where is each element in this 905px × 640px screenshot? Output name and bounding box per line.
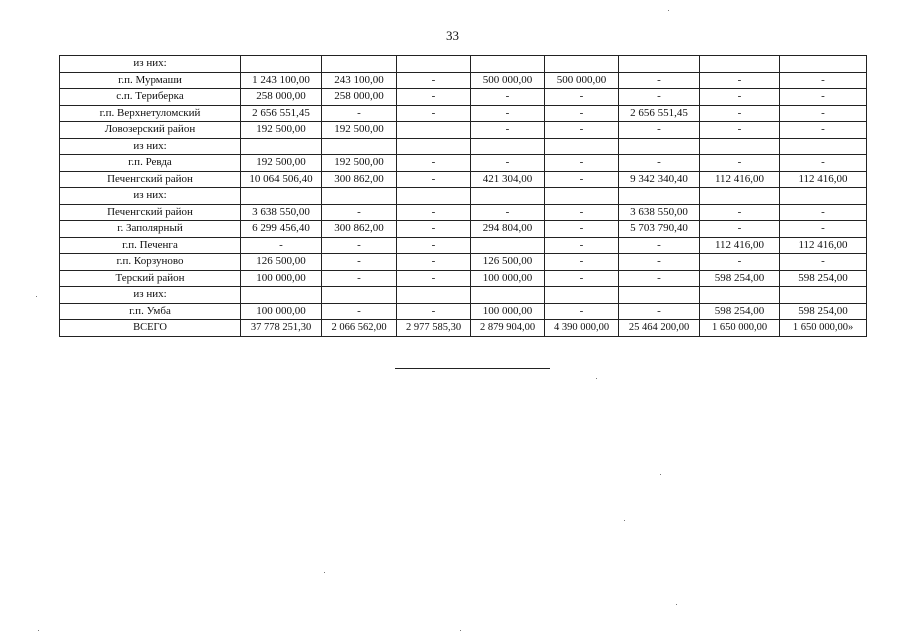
total-row — [60, 320, 867, 337]
value-cell: 3 638 550,00 — [619, 204, 700, 221]
table-row — [60, 72, 867, 89]
value-cell: - — [700, 105, 780, 122]
table-row — [60, 56, 867, 73]
value-cell: - — [545, 303, 619, 320]
value-cell — [619, 188, 700, 205]
value-cell: - — [322, 270, 397, 287]
value-cell — [780, 138, 867, 155]
value-cell: 100 000,00 — [471, 270, 545, 287]
value-cell: 500 000,00 — [471, 72, 545, 89]
table-row — [60, 221, 867, 238]
value-cell — [545, 287, 619, 304]
value-cell: - — [700, 254, 780, 271]
value-cell: - — [700, 204, 780, 221]
value-cell: - — [545, 171, 619, 188]
value-cell: 192 500,00 — [241, 122, 322, 139]
value-cell — [322, 188, 397, 205]
table-row — [60, 105, 867, 122]
value-cell: - — [619, 270, 700, 287]
value-cell: 294 804,00 — [471, 221, 545, 238]
value-cell — [397, 56, 471, 73]
value-cell: - — [545, 221, 619, 238]
value-cell — [241, 56, 322, 73]
value-cell: 112 416,00 — [700, 237, 780, 254]
value-cell: 2 066 562,00 — [322, 320, 397, 337]
value-cell: - — [700, 122, 780, 139]
value-cell: - — [471, 89, 545, 106]
value-cell: 37 778 251,30 — [241, 320, 322, 337]
row-name-cell: г.п. Умба — [60, 303, 241, 320]
value-cell: 5 703 790,40 — [619, 221, 700, 238]
table-row — [60, 171, 867, 188]
value-cell: 1 650 000,00 — [700, 320, 780, 337]
row-name-cell: из них: — [60, 287, 241, 304]
value-cell: - — [545, 122, 619, 139]
value-cell: 300 862,00 — [322, 221, 397, 238]
value-cell: - — [700, 221, 780, 238]
value-cell: - — [241, 237, 322, 254]
row-name-cell: из них: — [60, 188, 241, 205]
value-cell — [397, 122, 471, 139]
row-name-cell: с.п. Териберка — [60, 89, 241, 106]
table-row — [60, 122, 867, 139]
value-cell: 10 064 506,40 — [241, 171, 322, 188]
value-cell: 258 000,00 — [322, 89, 397, 106]
value-cell: 100 000,00 — [241, 303, 322, 320]
scan-speck — [660, 474, 661, 475]
value-cell: - — [700, 155, 780, 172]
table-row — [60, 237, 867, 254]
value-cell: - — [397, 221, 471, 238]
value-cell: 1 243 100,00 — [241, 72, 322, 89]
value-cell: 4 390 000,00 — [545, 320, 619, 337]
value-cell: 126 500,00 — [471, 254, 545, 271]
table-body — [60, 56, 867, 337]
table-row — [60, 188, 867, 205]
value-cell — [471, 188, 545, 205]
value-cell: - — [780, 204, 867, 221]
row-name-cell: г. Заполярный — [60, 221, 241, 238]
value-cell: 112 416,00 — [780, 237, 867, 254]
value-cell — [322, 287, 397, 304]
value-cell: - — [545, 254, 619, 271]
value-cell — [471, 237, 545, 254]
value-cell — [700, 56, 780, 73]
value-cell: 300 862,00 — [322, 171, 397, 188]
value-cell — [241, 138, 322, 155]
value-cell: - — [397, 254, 471, 271]
row-name-cell: Ловозерский район — [60, 122, 241, 139]
scan-speck — [38, 630, 39, 631]
value-cell: - — [545, 155, 619, 172]
value-cell: - — [700, 72, 780, 89]
value-cell: 3 638 550,00 — [241, 204, 322, 221]
row-name-cell: Печенгский район — [60, 204, 241, 221]
end-separator-line — [395, 368, 550, 369]
value-cell: 112 416,00 — [780, 171, 867, 188]
value-cell: - — [397, 270, 471, 287]
value-cell: 25 464 200,00 — [619, 320, 700, 337]
value-cell: - — [619, 303, 700, 320]
value-cell: 598 254,00 — [700, 270, 780, 287]
value-cell: - — [619, 72, 700, 89]
value-cell — [471, 138, 545, 155]
value-cell: - — [397, 204, 471, 221]
value-cell — [471, 287, 545, 304]
table-row — [60, 254, 867, 271]
value-cell: - — [397, 89, 471, 106]
value-cell: - — [397, 155, 471, 172]
value-cell: - — [545, 204, 619, 221]
value-cell: 2 656 551,45 — [241, 105, 322, 122]
value-cell: - — [471, 105, 545, 122]
value-cell: 126 500,00 — [241, 254, 322, 271]
value-cell: 500 000,00 — [545, 72, 619, 89]
value-cell: - — [322, 204, 397, 221]
value-cell: - — [780, 89, 867, 106]
value-cell — [322, 56, 397, 73]
value-cell: - — [619, 122, 700, 139]
value-cell: - — [619, 89, 700, 106]
row-name-cell: из них: — [60, 56, 241, 73]
value-cell: - — [322, 254, 397, 271]
table-row — [60, 287, 867, 304]
row-name-cell: г.п. Ревда — [60, 155, 241, 172]
table-row — [60, 155, 867, 172]
value-cell — [780, 188, 867, 205]
scan-speck — [324, 572, 325, 573]
row-name-cell: г.п. Верхнетуломский — [60, 105, 241, 122]
scan-speck — [460, 630, 461, 631]
value-cell: - — [619, 254, 700, 271]
value-cell: - — [545, 105, 619, 122]
value-cell: - — [780, 105, 867, 122]
scan-speck — [624, 520, 625, 521]
value-cell: - — [619, 155, 700, 172]
value-cell — [471, 56, 545, 73]
value-cell: 2 656 551,45 — [619, 105, 700, 122]
value-cell — [619, 138, 700, 155]
value-cell: 192 500,00 — [322, 155, 397, 172]
value-cell: - — [322, 237, 397, 254]
table-row — [60, 204, 867, 221]
value-cell: - — [780, 254, 867, 271]
value-cell: 1 650 000,00» — [780, 320, 867, 337]
value-cell — [322, 138, 397, 155]
value-cell: 6 299 456,40 — [241, 221, 322, 238]
value-cell: 112 416,00 — [700, 171, 780, 188]
row-name-cell: ВСЕГО — [60, 320, 241, 337]
value-cell: 100 000,00 — [471, 303, 545, 320]
value-cell: - — [619, 237, 700, 254]
value-cell: 421 304,00 — [471, 171, 545, 188]
value-cell: - — [780, 122, 867, 139]
value-cell: - — [780, 72, 867, 89]
value-cell: 598 254,00 — [780, 303, 867, 320]
row-name-cell: г.п. Корзуново — [60, 254, 241, 271]
value-cell: - — [397, 171, 471, 188]
value-cell: - — [545, 270, 619, 287]
value-cell: - — [397, 72, 471, 89]
value-cell: 100 000,00 — [241, 270, 322, 287]
value-cell: 598 254,00 — [780, 270, 867, 287]
value-cell: 2 977 585,30 — [397, 320, 471, 337]
table-row — [60, 303, 867, 320]
value-cell: 243 100,00 — [322, 72, 397, 89]
value-cell: - — [545, 89, 619, 106]
scan-speck — [596, 378, 597, 379]
value-cell — [619, 287, 700, 304]
value-cell: - — [397, 303, 471, 320]
value-cell: - — [700, 89, 780, 106]
value-cell — [780, 287, 867, 304]
value-cell — [545, 56, 619, 73]
value-cell — [619, 56, 700, 73]
value-cell — [700, 138, 780, 155]
row-name-cell: Терский район — [60, 270, 241, 287]
table-row — [60, 89, 867, 106]
table-row — [60, 270, 867, 287]
value-cell — [545, 188, 619, 205]
row-name-cell: г.п. Печенга — [60, 237, 241, 254]
value-cell: - — [471, 155, 545, 172]
value-cell: - — [780, 221, 867, 238]
value-cell: - — [397, 237, 471, 254]
page-number: 33 — [446, 28, 459, 43]
row-name-cell: Печенгский район — [60, 171, 241, 188]
value-cell — [241, 287, 322, 304]
value-cell — [700, 287, 780, 304]
value-cell: - — [471, 204, 545, 221]
value-cell: 598 254,00 — [700, 303, 780, 320]
value-cell — [545, 138, 619, 155]
value-cell: - — [397, 105, 471, 122]
value-cell: - — [471, 122, 545, 139]
value-cell — [241, 188, 322, 205]
value-cell: 192 500,00 — [322, 122, 397, 139]
value-cell: - — [545, 237, 619, 254]
value-cell — [397, 188, 471, 205]
table-row — [60, 138, 867, 155]
value-cell: 9 342 340,40 — [619, 171, 700, 188]
row-name-cell: из них: — [60, 138, 241, 155]
value-cell: 192 500,00 — [241, 155, 322, 172]
budget-allocation-table — [59, 55, 867, 337]
value-cell: - — [322, 303, 397, 320]
value-cell — [780, 56, 867, 73]
value-cell: - — [322, 105, 397, 122]
value-cell: 2 879 904,00 — [471, 320, 545, 337]
value-cell — [397, 138, 471, 155]
value-cell: 258 000,00 — [241, 89, 322, 106]
value-cell — [397, 287, 471, 304]
value-cell — [700, 188, 780, 205]
scan-speck — [676, 604, 677, 605]
row-name-cell: г.п. Мурмаши — [60, 72, 241, 89]
scan-speck — [668, 10, 669, 11]
scan-speck — [36, 296, 37, 297]
value-cell: - — [780, 155, 867, 172]
